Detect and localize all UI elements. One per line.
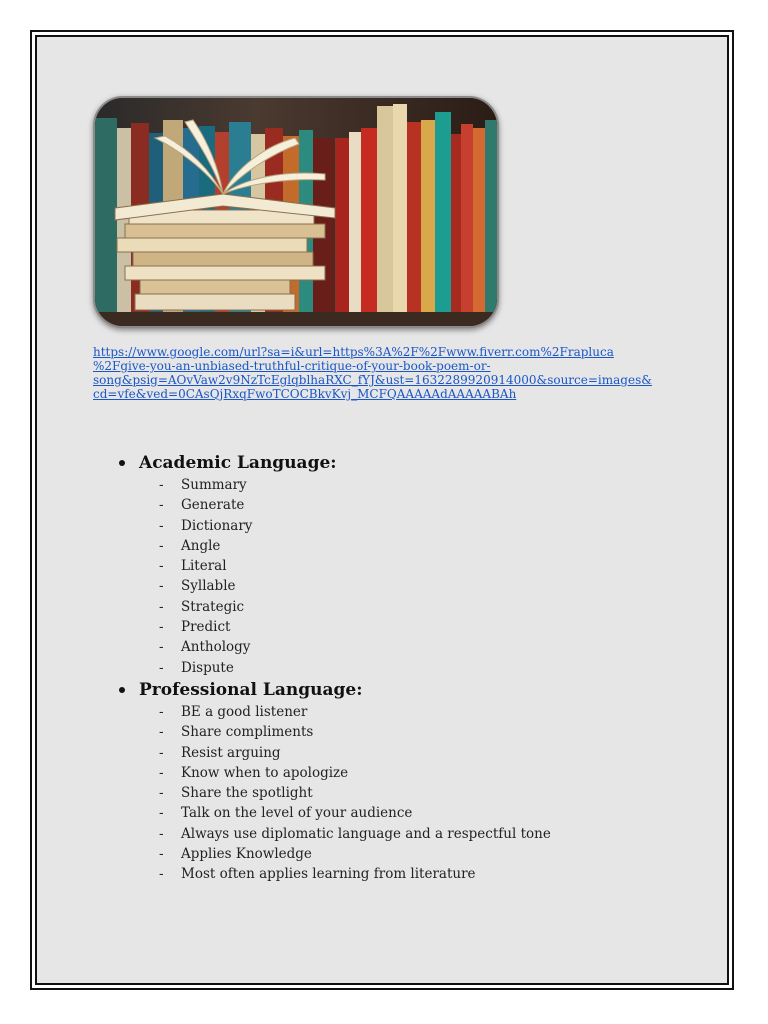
section-heading-academic <box>115 451 695 475</box>
list-item: - Applies Knowledge <box>159 846 312 863</box>
page-content <box>35 35 729 985</box>
professional-language-list <box>115 702 695 885</box>
list-item: - Resist arguing <box>159 744 281 761</box>
list-item: - Share the spotlight <box>159 785 313 802</box>
list-item: - Talk on the level of your audience <box>159 805 413 822</box>
list-item: - Dispute <box>159 659 234 676</box>
link-line-3[interactable]: song&psig=AOvVaw2v9NzTcEglqblhaRXC_fYJ&ust=1632289920914000&source=images& <box>93 373 652 387</box>
vocabulary-lists <box>115 451 695 885</box>
image-source-link[interactable] <box>93 345 693 401</box>
link-line-2[interactable]: %2Fgive-you-an-unbiased-truthful-critique-of-your-book-poem-or- <box>93 359 491 373</box>
academic-language-list <box>115 475 695 678</box>
bullet-icon <box>119 460 125 466</box>
list-item: - Syllable <box>159 578 236 595</box>
list-item: - Literal <box>159 558 227 575</box>
section-heading-professional <box>115 678 695 702</box>
list-item: - Know when to apologize <box>159 764 349 781</box>
list-item: - Always use diplomatic language and a respectful tone <box>159 825 551 842</box>
books-image <box>93 96 499 328</box>
section-title: Academic Language: <box>139 453 337 473</box>
list-item: - Strategic <box>159 598 245 615</box>
page-border <box>30 30 734 990</box>
list-item: - Share compliments <box>159 724 314 741</box>
link-line-1[interactable]: https://www.google.com/url?sa=i&url=https%3A%2F%2Fwww.fiverr.com%2Frapluca <box>93 345 614 359</box>
list-item: - BE a good listener <box>159 703 308 720</box>
bullet-icon <box>119 687 125 693</box>
list-item: - Generate <box>159 497 245 514</box>
section-title: Professional Language: <box>139 679 363 700</box>
list-item: - Anthology <box>159 639 251 656</box>
list-item: - Most often applies learning from literature <box>159 866 476 883</box>
link-line-4[interactable]: cd=vfe&ved=0CAsQjRxqFwoTCOCBkvKvj_MCFQAAAAAdAAAAABAh <box>93 387 517 401</box>
list-item: - Dictionary <box>159 517 253 534</box>
list-item: - Summary <box>159 477 247 493</box>
list-item: - Predict <box>159 619 231 636</box>
list-item: - Angle <box>159 537 221 554</box>
